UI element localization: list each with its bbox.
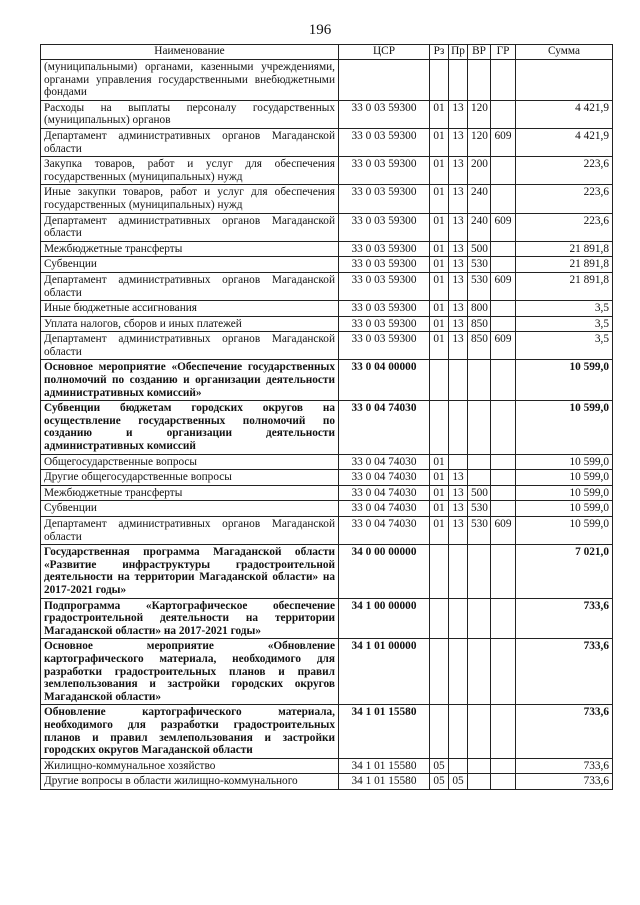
cell-gr	[491, 360, 516, 401]
cell-csr: 34 1 00 00000	[339, 598, 430, 639]
cell-csr: 33 0 03 59300	[339, 257, 430, 273]
cell-name: Межбюджетные трансферты	[41, 485, 339, 501]
table-row	[41, 60, 613, 101]
cell-name: Государственная программа Магаданской области «Развитие инфраструктуры градостроительной деятельности на территории Магаданской области» на 2017-2021 годы»	[41, 545, 339, 598]
cell-pr: 13	[449, 185, 468, 213]
cell-vr: 530	[468, 272, 491, 300]
cell-name: Субвенции	[41, 257, 339, 273]
cell-vr	[468, 470, 491, 486]
cell-gr	[491, 157, 516, 185]
table-row	[41, 454, 613, 470]
cell-vr: 850	[468, 316, 491, 332]
cell-pr	[449, 639, 468, 705]
cell-gr	[491, 705, 516, 758]
cell-vr	[468, 454, 491, 470]
cell-gr	[491, 485, 516, 501]
cell-csr: 33 0 03 59300	[339, 301, 430, 317]
cell-vr: 500	[468, 241, 491, 257]
header-name: Наименование	[41, 45, 339, 60]
cell-sum	[516, 60, 613, 101]
cell-name: Подпрограмма «Картографическое обеспечение градостроительной деятельности на территории Магаданской области» на 2017-2021 годы»	[41, 598, 339, 639]
cell-vr	[468, 545, 491, 598]
table-row	[41, 470, 613, 486]
cell-gr	[491, 100, 516, 128]
cell-gr	[491, 401, 516, 454]
table-row	[41, 128, 613, 156]
cell-pr: 13	[449, 501, 468, 517]
cell-pr	[449, 598, 468, 639]
cell-pr	[449, 758, 468, 774]
header-csr: ЦСР	[339, 45, 430, 60]
cell-pr	[449, 545, 468, 598]
cell-rz: 05	[430, 774, 449, 790]
cell-gr	[491, 454, 516, 470]
cell-csr: 34 1 01 00000	[339, 639, 430, 705]
cell-gr	[491, 60, 516, 101]
table-row	[41, 401, 613, 454]
cell-gr: 609	[491, 272, 516, 300]
table-row	[41, 316, 613, 332]
cell-rz: 05	[430, 758, 449, 774]
cell-rz	[430, 401, 449, 454]
cell-gr: 609	[491, 332, 516, 360]
cell-csr: 33 0 03 59300	[339, 272, 430, 300]
cell-rz: 01	[430, 100, 449, 128]
cell-name: Департамент административных органов Магаданской области	[41, 332, 339, 360]
cell-sum: 223,6	[516, 185, 613, 213]
cell-pr	[449, 401, 468, 454]
header-row	[41, 45, 613, 60]
cell-vr: 240	[468, 213, 491, 241]
cell-csr: 33 0 04 74030	[339, 501, 430, 517]
cell-rz: 01	[430, 301, 449, 317]
cell-vr: 800	[468, 301, 491, 317]
page-number: 196	[308, 22, 332, 38]
cell-csr: 34 1 01 15580	[339, 758, 430, 774]
cell-csr: 34 1 01 15580	[339, 774, 430, 790]
cell-sum: 733,6	[516, 758, 613, 774]
table-row	[41, 758, 613, 774]
cell-pr	[449, 454, 468, 470]
cell-rz: 01	[430, 501, 449, 517]
cell-sum: 4 421,9	[516, 100, 613, 128]
cell-rz: 01	[430, 332, 449, 360]
cell-rz: 01	[430, 157, 449, 185]
cell-vr	[468, 774, 491, 790]
cell-gr: 609	[491, 517, 516, 545]
header-rz: Рз	[430, 45, 449, 60]
cell-sum: 10 599,0	[516, 401, 613, 454]
table-row	[41, 705, 613, 758]
cell-sum: 10 599,0	[516, 485, 613, 501]
cell-name: Основное мероприятие «Обеспечение государственных полномочий по созданию и организации деятельности административных комиссий»	[41, 360, 339, 401]
cell-csr: 33 0 03 59300	[339, 185, 430, 213]
cell-pr: 05	[449, 774, 468, 790]
table-row	[41, 213, 613, 241]
cell-csr: 33 0 04 74030	[339, 454, 430, 470]
cell-name: Другие вопросы в области жилищно-коммунального	[41, 774, 339, 790]
cell-rz: 01	[430, 213, 449, 241]
cell-csr: 33 0 03 59300	[339, 100, 430, 128]
cell-vr: 240	[468, 185, 491, 213]
cell-gr: 609	[491, 128, 516, 156]
cell-name: Департамент административных органов Магаданской области	[41, 517, 339, 545]
cell-pr: 13	[449, 316, 468, 332]
cell-gr	[491, 501, 516, 517]
table-row	[41, 774, 613, 790]
cell-rz	[430, 545, 449, 598]
cell-rz: 01	[430, 241, 449, 257]
cell-gr	[491, 185, 516, 213]
cell-pr: 13	[449, 272, 468, 300]
cell-csr: 34 0 00 00000	[339, 545, 430, 598]
cell-name: Другие общегосударственные вопросы	[41, 470, 339, 486]
cell-pr: 13	[449, 157, 468, 185]
cell-sum: 10 599,0	[516, 470, 613, 486]
cell-name: Жилищно-коммунальное хозяйство	[41, 758, 339, 774]
table-row	[41, 360, 613, 401]
cell-pr: 13	[449, 128, 468, 156]
cell-name: Обновление картографического материала, необходимого для разработки градостроительных планов и правил землепользования и застройки городских округов Магаданской области	[41, 705, 339, 758]
header-vr: ВР	[468, 45, 491, 60]
cell-vr	[468, 639, 491, 705]
cell-name: Расходы на выплаты персоналу государственных (муниципальных) органов	[41, 100, 339, 128]
cell-pr: 13	[449, 213, 468, 241]
cell-gr	[491, 257, 516, 273]
cell-sum: 733,6	[516, 774, 613, 790]
cell-sum: 10 599,0	[516, 517, 613, 545]
cell-name: Департамент административных органов Магаданской области	[41, 213, 339, 241]
cell-csr: 33 0 04 74030	[339, 485, 430, 501]
cell-sum: 3,5	[516, 316, 613, 332]
table-row	[41, 545, 613, 598]
table-row	[41, 485, 613, 501]
table-row	[41, 257, 613, 273]
cell-csr: 33 0 04 00000	[339, 360, 430, 401]
cell-pr: 13	[449, 517, 468, 545]
table-row	[41, 185, 613, 213]
cell-vr: 120	[468, 128, 491, 156]
cell-rz: 01	[430, 272, 449, 300]
cell-sum: 4 421,9	[516, 128, 613, 156]
cell-sum: 3,5	[516, 301, 613, 317]
cell-name: Уплата налогов, сборов и иных платежей	[41, 316, 339, 332]
cell-sum: 21 891,8	[516, 257, 613, 273]
cell-pr: 13	[449, 470, 468, 486]
cell-sum: 21 891,8	[516, 272, 613, 300]
cell-sum: 7 021,0	[516, 545, 613, 598]
cell-name: Субвенции	[41, 501, 339, 517]
cell-vr: 530	[468, 517, 491, 545]
cell-rz	[430, 639, 449, 705]
cell-sum: 223,6	[516, 157, 613, 185]
cell-sum: 223,6	[516, 213, 613, 241]
table-row	[41, 241, 613, 257]
cell-csr: 33 0 03 59300	[339, 213, 430, 241]
cell-rz	[430, 360, 449, 401]
cell-sum: 10 599,0	[516, 360, 613, 401]
cell-rz: 01	[430, 485, 449, 501]
cell-name: Иные бюджетные ассигнования	[41, 301, 339, 317]
cell-rz: 01	[430, 454, 449, 470]
cell-name: Субвенции бюджетам городских округов на осуществление государственных полномочий по созданию и организации деятельности административных комиссий	[41, 401, 339, 454]
cell-name: (муниципальными) органами, казенными учреждениями, органами управления государственными внебюджетными фондами	[41, 60, 339, 101]
cell-vr	[468, 60, 491, 101]
cell-name: Департамент административных органов Магаданской области	[41, 128, 339, 156]
table-row	[41, 100, 613, 128]
cell-rz: 01	[430, 470, 449, 486]
header-pr: Пр	[449, 45, 468, 60]
header-gr: ГР	[491, 45, 516, 60]
cell-vr: 850	[468, 332, 491, 360]
cell-name: Иные закупки товаров, работ и услуг для обеспечения государственных (муниципальных) нужд	[41, 185, 339, 213]
cell-gr	[491, 774, 516, 790]
cell-vr: 530	[468, 257, 491, 273]
table-row	[41, 639, 613, 705]
cell-gr	[491, 598, 516, 639]
cell-sum: 21 891,8	[516, 241, 613, 257]
cell-sum: 733,6	[516, 598, 613, 639]
cell-rz	[430, 705, 449, 758]
cell-csr: 34 1 01 15580	[339, 705, 430, 758]
cell-sum: 733,6	[516, 639, 613, 705]
cell-sum: 10 599,0	[516, 501, 613, 517]
cell-vr: 120	[468, 100, 491, 128]
cell-csr: 33 0 03 59300	[339, 128, 430, 156]
cell-pr	[449, 360, 468, 401]
cell-pr	[449, 705, 468, 758]
cell-csr: 33 0 03 59300	[339, 241, 430, 257]
cell-vr	[468, 705, 491, 758]
cell-pr: 13	[449, 332, 468, 360]
cell-vr	[468, 598, 491, 639]
cell-csr: 33 0 04 74030	[339, 517, 430, 545]
cell-vr	[468, 401, 491, 454]
cell-gr: 609	[491, 213, 516, 241]
table-row	[41, 517, 613, 545]
cell-gr	[491, 316, 516, 332]
cell-vr: 200	[468, 157, 491, 185]
table-row	[41, 272, 613, 300]
cell-rz: 01	[430, 128, 449, 156]
table-row	[41, 501, 613, 517]
cell-sum: 3,5	[516, 332, 613, 360]
cell-rz	[430, 60, 449, 101]
cell-rz: 01	[430, 185, 449, 213]
cell-vr	[468, 360, 491, 401]
cell-pr: 13	[449, 257, 468, 273]
cell-rz: 01	[430, 257, 449, 273]
cell-vr: 530	[468, 501, 491, 517]
budget-table	[40, 44, 613, 790]
cell-vr	[468, 758, 491, 774]
cell-name: Закупка товаров, работ и услуг для обеспечения государственных (муниципальных) нужд	[41, 157, 339, 185]
cell-csr	[339, 60, 430, 101]
cell-pr	[449, 60, 468, 101]
cell-pr: 13	[449, 485, 468, 501]
cell-csr: 33 0 03 59300	[339, 332, 430, 360]
cell-pr: 13	[449, 301, 468, 317]
cell-name: Основное мероприятие «Обновление картографического материала, необходимого для разработки градостроительных планов и правил землепользования и застройки городских округов Магаданской области»	[41, 639, 339, 705]
cell-rz: 01	[430, 316, 449, 332]
cell-pr: 13	[449, 100, 468, 128]
cell-vr: 500	[468, 485, 491, 501]
table-row	[41, 301, 613, 317]
cell-gr	[491, 301, 516, 317]
cell-gr	[491, 241, 516, 257]
table-row	[41, 598, 613, 639]
table-row	[41, 332, 613, 360]
cell-gr	[491, 545, 516, 598]
cell-sum: 733,6	[516, 705, 613, 758]
cell-csr: 33 0 04 74030	[339, 401, 430, 454]
cell-gr	[491, 758, 516, 774]
cell-name: Межбюджетные трансферты	[41, 241, 339, 257]
cell-gr	[491, 639, 516, 705]
table-row	[41, 157, 613, 185]
cell-pr: 13	[449, 241, 468, 257]
cell-rz	[430, 598, 449, 639]
cell-name: Департамент административных органов Магаданской области	[41, 272, 339, 300]
cell-sum: 10 599,0	[516, 454, 613, 470]
cell-gr	[491, 470, 516, 486]
header-sum: Сумма	[516, 45, 613, 60]
table-body	[41, 60, 613, 790]
cell-csr: 33 0 03 59300	[339, 157, 430, 185]
cell-name: Общегосударственные вопросы	[41, 454, 339, 470]
cell-csr: 33 0 04 74030	[339, 470, 430, 486]
cell-csr: 33 0 03 59300	[339, 316, 430, 332]
cell-rz: 01	[430, 517, 449, 545]
